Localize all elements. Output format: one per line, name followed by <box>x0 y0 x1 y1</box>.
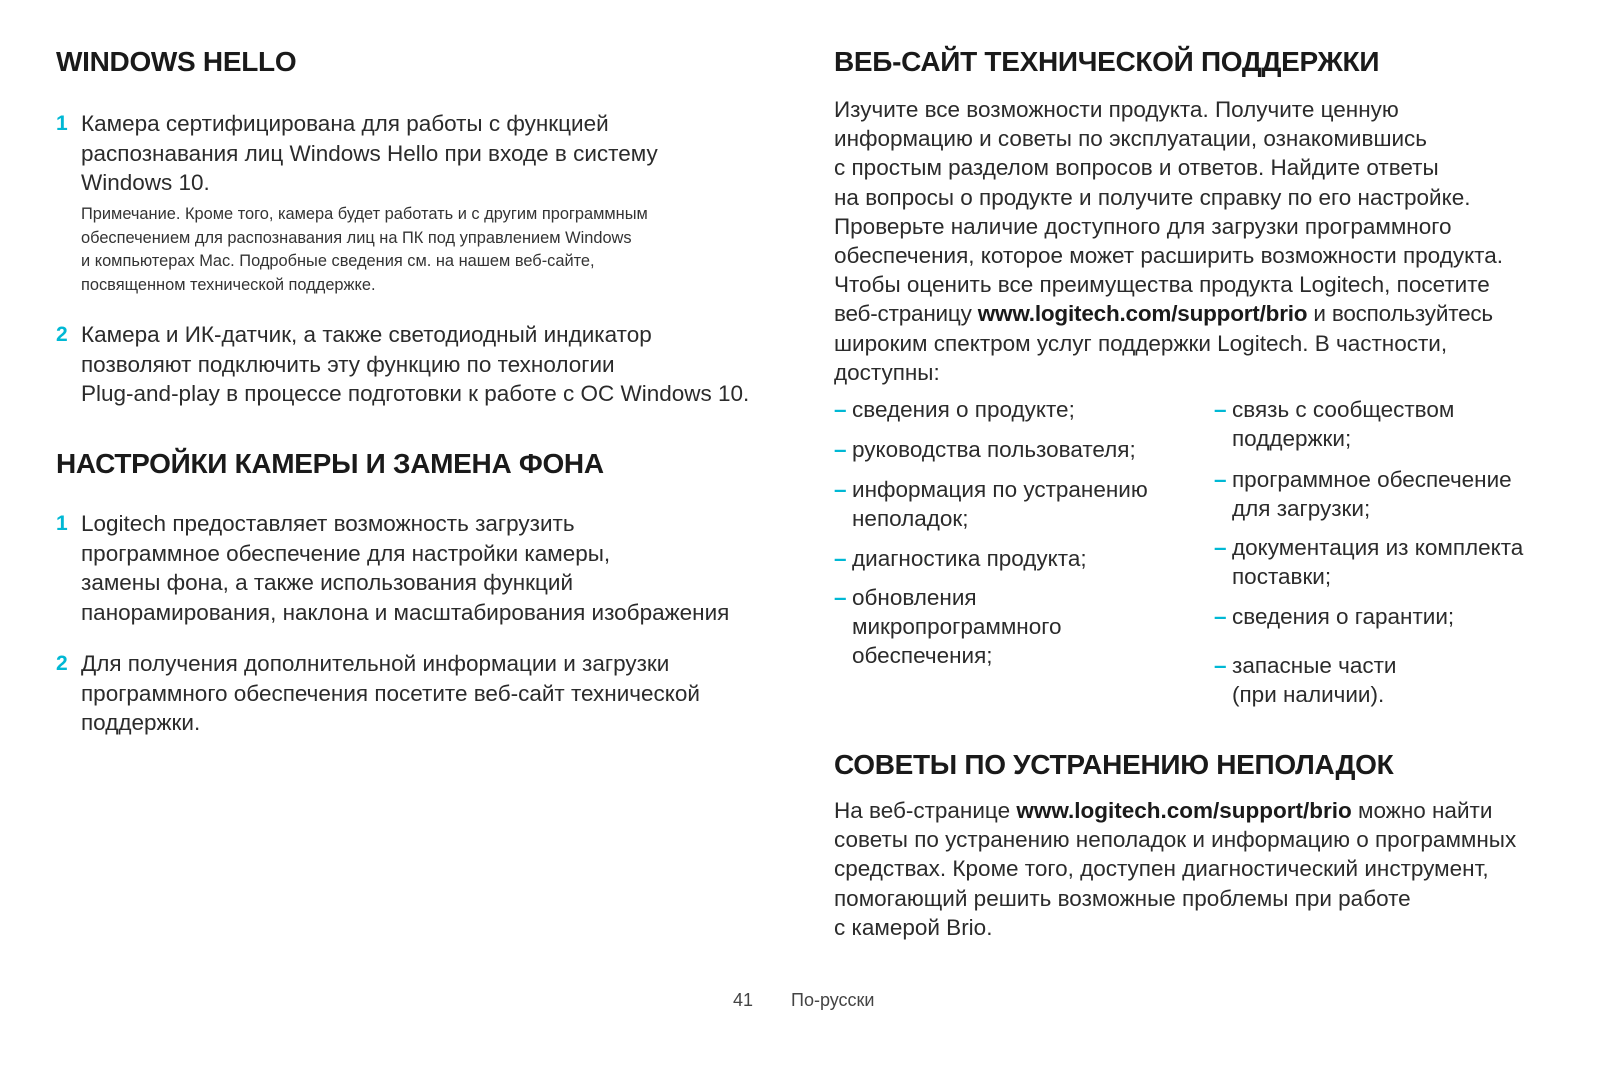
bullet-item <box>834 583 1212 671</box>
windows-hello-item-2 <box>56 320 811 409</box>
windows-hello-heading: WINDOWS HELLO <box>56 46 297 77</box>
text-line: программного обеспечения посетите веб-сайт технической <box>81 680 700 706</box>
text-line: Windows 10. <box>81 170 210 195</box>
text-line: с камерой Brio. <box>834 914 993 940</box>
bullet-text: микропрограммного <box>852 614 1062 640</box>
note-line: и компьютерах Mac. Подробные сведения см. на нашем веб-сайте, <box>81 252 595 270</box>
text-line: Проверьте наличие доступного для загрузки программного <box>834 213 1452 239</box>
note-line: обеспечением для распознавания лиц на ПК под управлением Windows <box>81 228 632 247</box>
support-heading: ВЕБ-САЙТ ТЕХНИЧЕСКОЙ ПОДДЕРЖКИ <box>834 46 1380 77</box>
text-line: Logitech предоставляет возможность загрузить <box>81 511 575 536</box>
dash-icon: – <box>1214 467 1227 492</box>
windows-hello-item-1 <box>56 109 801 198</box>
text-line: замены фона, а также использования функций <box>81 570 574 595</box>
item-number: 2 <box>56 652 68 675</box>
dash-icon: – <box>834 477 847 502</box>
bullet-text: сведения о гарантии; <box>1232 604 1455 629</box>
link-prefix: веб-страницу <box>834 301 978 327</box>
dash-icon: – <box>1214 604 1227 629</box>
text-line: обеспечения, которое может расширить возможности продукта. <box>834 243 1503 269</box>
text-line: позволяют подключить эту функцию по технологии <box>81 351 615 377</box>
bullet-item <box>1214 602 1572 631</box>
item-number: 1 <box>56 112 68 135</box>
bullet-text: для загрузки; <box>1232 496 1371 522</box>
bullet-text: документация из комплекта <box>1232 535 1524 560</box>
bullet-text: неполадок; <box>852 506 969 532</box>
windows-hello-note <box>56 203 801 297</box>
item-number: 2 <box>56 323 68 346</box>
dash-icon: – <box>834 397 847 422</box>
dash-icon: – <box>834 437 847 462</box>
text-line: поддержки. <box>81 710 201 735</box>
text-line: панорамирования, наклона и масштабирования изображения <box>81 599 730 625</box>
troubleshooting-paragraph <box>834 796 1554 942</box>
text-line <box>834 299 1554 328</box>
page-number: 41 <box>733 990 754 1010</box>
dash-icon: – <box>834 546 847 571</box>
link-prefix: На веб-странице <box>834 798 1017 823</box>
text-line: Чтобы оценить все преимущества продукта Logitech, посетите <box>834 272 1490 298</box>
bullet-item <box>1214 465 1572 523</box>
bullet-text: диагностика продукта; <box>852 546 1087 571</box>
item-number: 1 <box>56 512 68 535</box>
bullet-text: (при наличии). <box>1232 682 1385 708</box>
bullet-item <box>834 544 1212 573</box>
text-line: с простым разделом вопросов и ответов. Найдите ответы <box>834 155 1439 181</box>
bullet-text: обеспечения; <box>852 643 993 669</box>
text-line: советы по устранению неполадок и информацию о программных <box>834 827 1517 853</box>
note-line: Примечание. Кроме того, камера будет работать и с другим программным <box>81 205 648 223</box>
bullet-item <box>1214 533 1572 591</box>
text-line: программное обеспечение для настройки камеры, <box>81 540 611 566</box>
text-line: распознавания лиц Windows Hello при входе в систему <box>81 140 658 166</box>
dash-icon: – <box>834 585 847 610</box>
text-line: Камера и ИК-датчик, а также светодиодный индикатор <box>81 322 652 347</box>
bullet-text: сведения о продукте; <box>852 397 1075 422</box>
bullet-text: запасные части <box>1232 653 1397 678</box>
text-line: Plug-and-play в процессе подготовки к работе с ОС Windows 10. <box>81 381 750 406</box>
bullet-text: поставки; <box>1232 564 1332 590</box>
bullet-item <box>834 395 1212 424</box>
bullet-text: программное обеспечение <box>1232 467 1512 492</box>
dash-icon: – <box>1214 535 1227 560</box>
support-link[interactable]: www.logitech.com/support/brio <box>977 301 1308 327</box>
bullet-text: поддержки; <box>1232 426 1352 452</box>
bullet-text: связь с сообществом <box>1232 397 1455 422</box>
link-suffix: и воспользуйтесь <box>1307 301 1493 327</box>
camera-settings-item-1 <box>56 509 811 627</box>
text-line: Изучите все возможности продукта. Получите ценную <box>834 97 1399 122</box>
support-paragraph <box>834 95 1554 387</box>
text-line <box>834 796 1554 825</box>
dash-icon: – <box>1214 397 1227 422</box>
text-line: на вопросы о продукте и получите справку по его настройке. <box>834 184 1471 210</box>
troubleshooting-heading: СОВЕТЫ ПО УСТРАНЕНИЮ НЕПОЛАДОК <box>834 749 1394 780</box>
text-line: информацию и советы по эксплуатации, ознакомившись <box>834 126 1428 152</box>
text-line: Для получения дополнительной информации и загрузки <box>81 651 670 676</box>
bullet-text: руководства пользователя; <box>852 437 1136 462</box>
text-line: доступны: <box>834 359 940 385</box>
troubleshooting-link[interactable]: www.logitech.com/support/brio <box>1016 798 1352 823</box>
camera-settings-item-2 <box>56 649 811 738</box>
link-suffix: можно найти <box>1351 798 1493 823</box>
bullet-text: информация по устранению <box>852 477 1148 502</box>
text-line: средствах. Кроме того, доступен диагностический инструмент, <box>834 856 1489 882</box>
note-line: посвященном технической поддержке. <box>81 275 376 294</box>
bullet-item <box>1214 395 1572 453</box>
text-line: Камера сертифицирована для работы с функцией <box>81 111 609 136</box>
text-line: помогающий решить возможные проблемы при работе <box>834 885 1411 911</box>
language-label: По-русски <box>791 990 875 1010</box>
text-line: широким спектром услуг поддержки Logitech. В частности, <box>834 330 1448 356</box>
dash-icon: – <box>1214 653 1227 678</box>
bullet-item <box>1214 651 1572 709</box>
bullet-item <box>834 475 1212 533</box>
bullet-item <box>834 435 1212 464</box>
bullet-text: обновления <box>852 585 977 610</box>
camera-settings-heading: НАСТРОЙКИ КАМЕРЫ И ЗАМЕНА ФОНА <box>56 448 604 479</box>
